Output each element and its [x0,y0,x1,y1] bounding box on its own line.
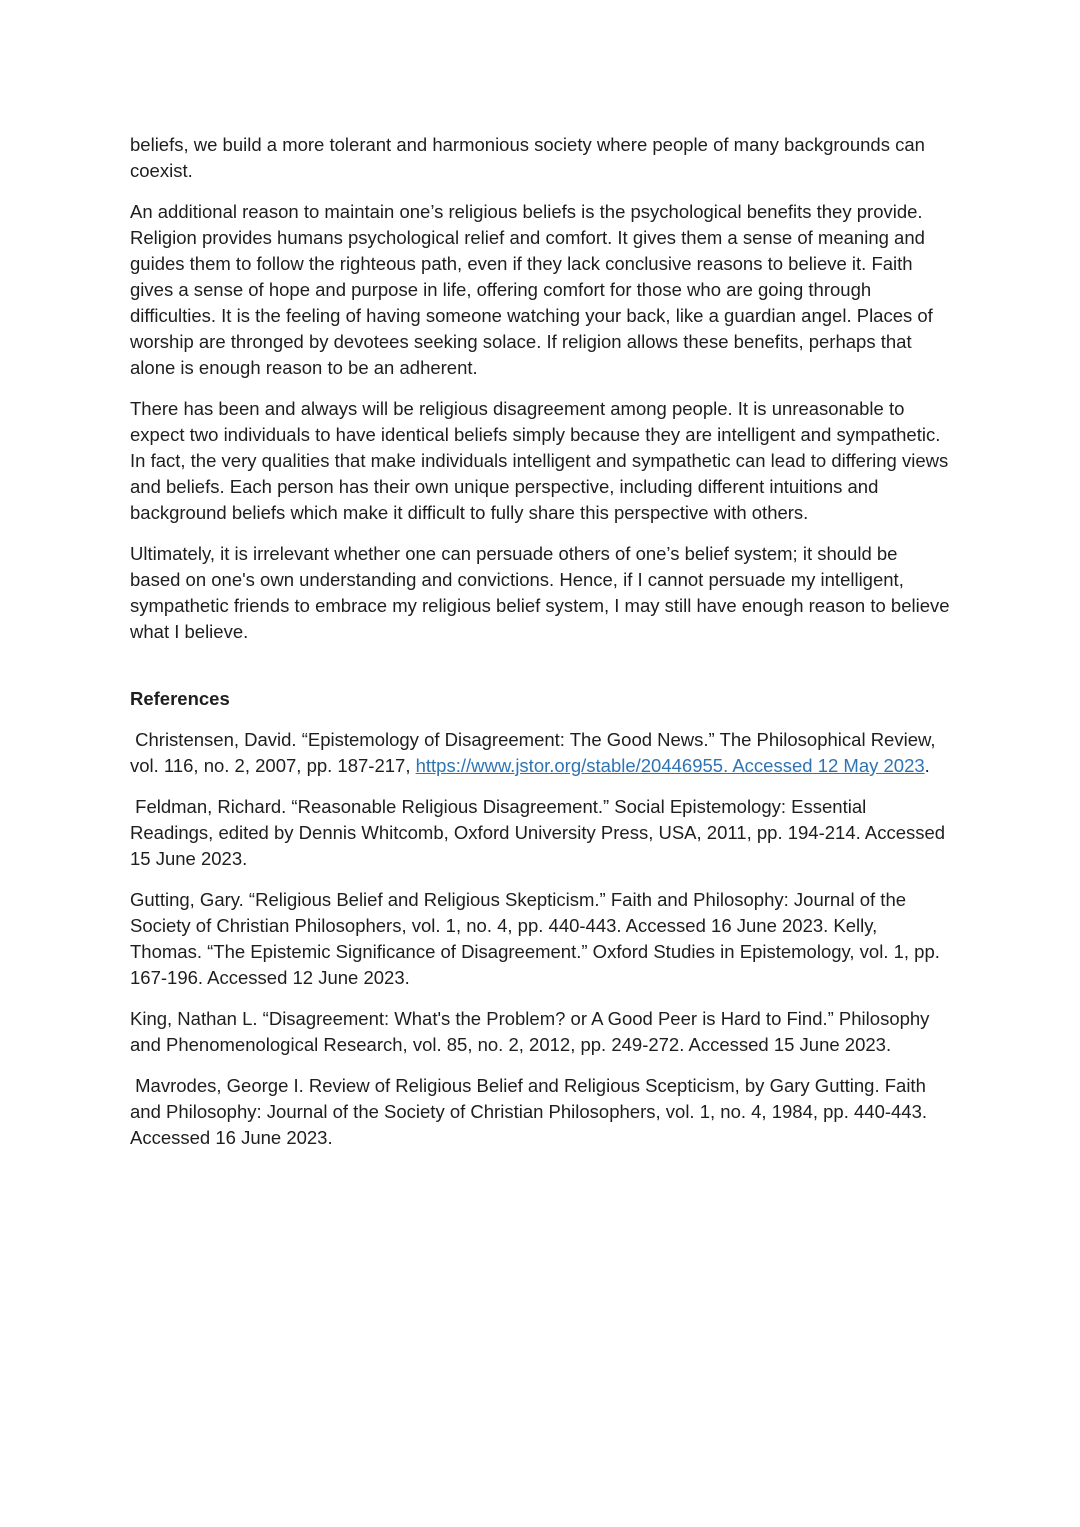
reference-entry-king: King, Nathan L. “Disagreement: What's the Problem? or A Good Peer is Hard to Find.” Philosophy and Phenomenological Research, vol. 85, no. 2, 2012, pp. 249-272. Accessed 15 June 2023. [130,1008,935,1055]
reference-text-after-link: . [924,755,930,776]
body-paragraph-psychological-benefits: An additional reason to maintain one’s religious beliefs is the psychological benefits they provide. Religion provides humans psychological relief and comfort. It gives them a sense of meaning and guides them to follow the righteous path, even if they lack conclusive reasons to believe it. Faith gives a sense of hope and purpose in life, offering comfort for those who are going through difficulties. It is the feeling of having someone watching your back, like a guardian angel. Places of worship are thronged by devotees seeking solace. If religion allows these benefits, perhaps that alone is enough reason to be an adherent. [130,201,938,378]
body-paragraph-ultimately: Ultimately, it is irrelevant whether one can persuade others of one’s belief system; it should be based on one's own understanding and convictions. Hence, if I cannot persuade my intelligent, sympathetic friends to embrace my religious belief system, I may still have enough reason to believe what I believe. [130,543,955,642]
references-heading: References [130,688,230,709]
jstor-hyperlink[interactable]: https://www.jstor.org/stable/20446955. Accessed 12 May 2023 [415,755,925,776]
reference-entry-mavrodes: Mavrodes, George I. Review of Religious Belief and Religious Scepticism, by Gary Gutting. Faith and Philosophy: Journal of the Society of Christian Philosophers, vol. 1, no. 4, 1984, pp. 440-443. Accessed 16 June 2023. [130,1075,932,1148]
body-paragraph-religious-disagreement: There has been and always will be religious disagreement among people. It is unreasonable to expect two individuals to have identical beliefs simply because they are intelligent and sympathetic. In fact, the very qualities that make individuals intelligent and sympathetic can lead to differing views and beliefs. Each person has their own unique perspective, including different intuitions and background beliefs which make it difficult to fully share this perspective with others. [130,398,954,523]
reference-entry-feldman: Feldman, Richard. “Reasonable Religious Disagreement.” Social Epistemology: Essential Readings, edited by Dennis Whitcomb, Oxford University Press, USA, 2011, pp. 194-214. Accessed 15 June 2023. [130,796,951,869]
reference-text-before-link: Christensen, David. “Epistemology of Disagreement: The Good News.” The Philosophical Review, vol. 116, no. 2, 2007, pp. 187-217, [130,729,941,776]
reference-entry-gutting-kelly: Gutting, Gary. “Religious Belief and Religious Skepticism.” Faith and Philosophy: Journal of the Society of Christian Philosophers, vol. 1, no. 4, pp. 440-443. Accessed 16 June 2023. Kelly, Thomas. “The Epistemic Significance of Disagreement.” Oxford Studies in Epistemology, vol. 1, pp. 167-196. Accessed 12 June 2023. [130,889,946,988]
reference-entry-christensen [130,727,950,779]
body-paragraph-coexist: beliefs, we build a more tolerant and harmonious society where people of many backgrounds can coexist. [130,134,931,181]
